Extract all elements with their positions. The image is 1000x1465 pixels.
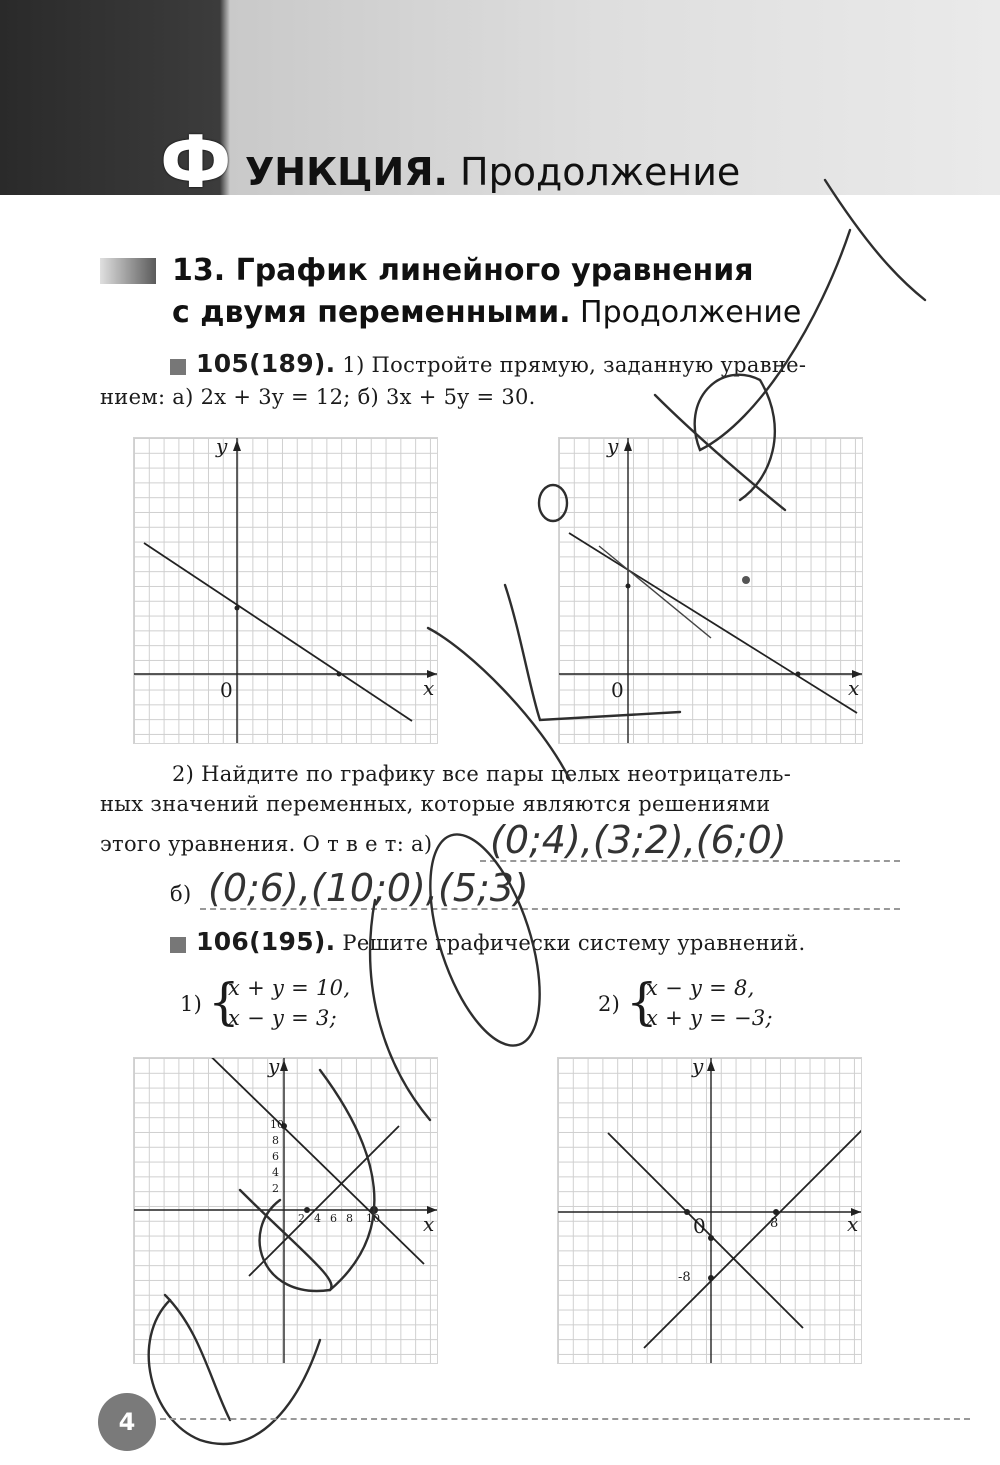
task-105-part1-cont: нием: а) 2x + 3y = 12; б) 3x + 5y = 30. [100, 385, 536, 409]
y-axis-label: y [692, 1054, 704, 1078]
tick-label-x6: 6 [330, 1212, 337, 1225]
scribble-circle [408, 821, 562, 1058]
scribble-stroke [149, 1300, 320, 1444]
scribble-stroke [165, 1295, 230, 1420]
task-105-part1: 1) Постройте прямую, заданную уравне- [342, 353, 807, 377]
task-105-part2-line3: этого уравнения. О т в е т: а) [100, 832, 433, 856]
scribble-stroke [655, 395, 785, 510]
system-1-eq2: x − y = 3; [228, 1006, 338, 1030]
tick-label-4: 4 [272, 1166, 279, 1179]
tick-label-x2: 2 [298, 1212, 305, 1225]
tick-label-8: 8 [272, 1134, 279, 1147]
scribble-stroke [370, 900, 430, 1120]
section-title-line2-rest: Продолжение [570, 295, 802, 330]
tick-label-x4: 4 [314, 1212, 321, 1225]
task-105-part2-line1: 2) Найдите по графику все пары целых неотрицатель- [172, 762, 792, 786]
chapter-title-rest: Продолжение [447, 150, 741, 194]
tick-label-10: 10 [270, 1118, 284, 1131]
tick-label-x8: 8 [346, 1212, 353, 1225]
origin-label: 0 [611, 678, 624, 702]
answer-b-label: б) [170, 882, 192, 906]
answer-b-handwritten: (0;6),(10;0),(5;3) [208, 866, 529, 910]
tick-label-x8: 8 [770, 1216, 779, 1231]
scribble-stroke [260, 1070, 375, 1291]
x-axis-label: x [847, 1212, 859, 1236]
chapter-initial-letter: Ф [160, 120, 232, 204]
scribble-stroke [695, 230, 850, 500]
origin-label: 0 [693, 1214, 706, 1238]
system-1-brace: { [208, 973, 241, 1031]
x-axis-label: x [848, 676, 860, 700]
x-axis-label: x [423, 676, 435, 700]
tick-label-2: 2 [272, 1182, 279, 1195]
footer-dashed-line [160, 1418, 970, 1420]
page-number-badge: 4 [98, 1393, 156, 1451]
system-2-brace: { [626, 973, 659, 1031]
answer-a-handwritten: (0;4),(3;2),(6;0) [490, 818, 787, 862]
scribble-stroke [505, 585, 680, 720]
system-2-eq1: x − y = 8, [646, 976, 755, 1000]
section-title-line1: 13. График линейного уравнения [172, 253, 754, 288]
chapter-title-bold: УНКЦИЯ. [245, 150, 448, 194]
system-1-label: 1) [180, 992, 203, 1016]
y-axis-label: y [216, 434, 228, 458]
scribble-stroke [240, 1190, 332, 1290]
tick-label-y-8: -8 [678, 1270, 691, 1285]
system-2-label: 2) [598, 992, 621, 1016]
x-axis-label: x [423, 1212, 435, 1236]
origin-label: 0 [220, 678, 233, 702]
scribble-stroke [428, 628, 570, 780]
task-105-part2-line2: ных значений переменных, которые являются решениями [100, 792, 771, 816]
y-axis-label: y [607, 434, 619, 458]
tick-label-x10: 10 [366, 1212, 380, 1225]
system-1-eq1: x + y = 10, [228, 976, 351, 1000]
section-title-line2-bold: с двумя переменными. [172, 295, 571, 330]
system-2-eq2: x + y = −3; [646, 1006, 773, 1030]
scribble-circle [539, 485, 567, 521]
task-106-number: 106(195). [196, 927, 336, 956]
task-106-text: Решите графически систему уравнений. [342, 931, 806, 955]
tick-label-6: 6 [272, 1150, 279, 1163]
y-axis-label: y [268, 1054, 280, 1078]
task-105-number: 105(189). [196, 349, 336, 378]
scribble-stroke [825, 180, 925, 300]
